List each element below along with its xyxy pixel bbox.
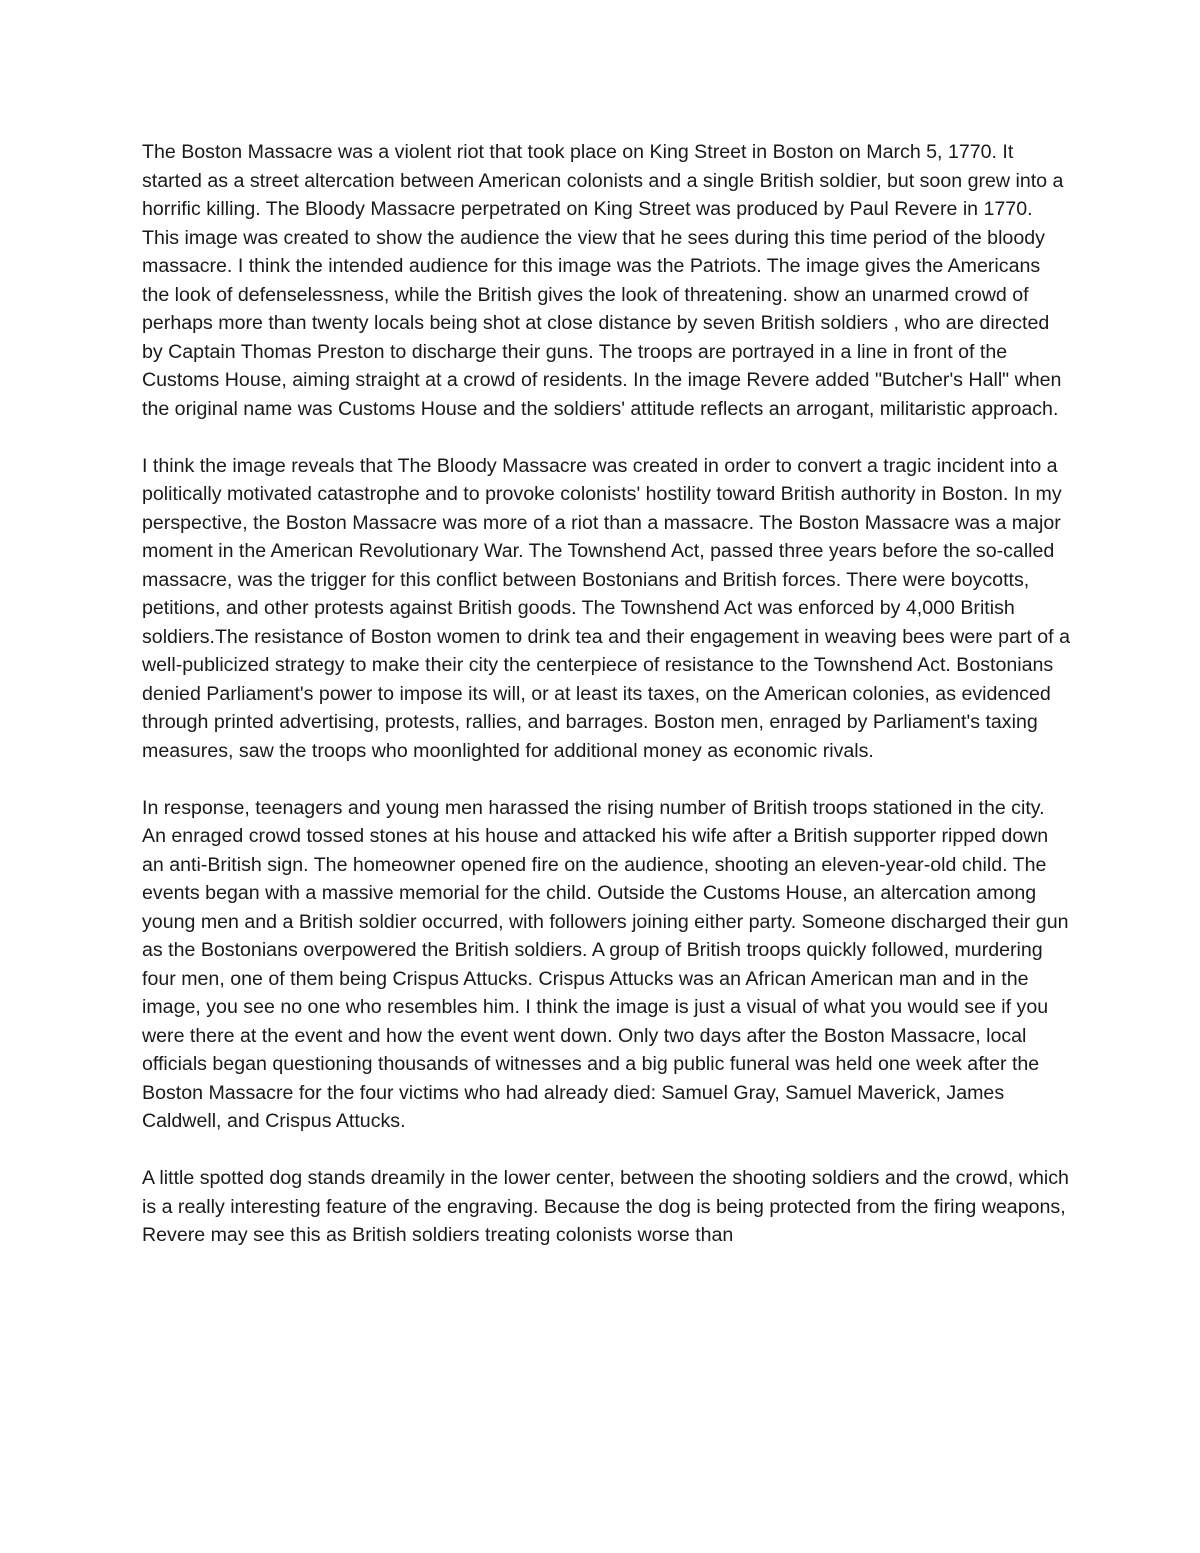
paragraph-4: A little spotted dog stands dreamily in the lower center, between the shooting soldiers and the crowd, which is a really interesting feature of the engraving. Because the dog is being protected from the firing weapons, Revere may see this as British soldiers treating colonists worse than	[142, 1167, 1069, 1246]
document-body	[142, 138, 1072, 1278]
paragraph-1: The Boston Massacre was a violent riot that took place on King Street in Boston on March 5, 1770. It started as a street altercation between American colonists and a single British soldier, but soon grew into a horrific killing. The Bloody Massacre perpetrated on King Street was produced by Paul Revere in 1770. This image was created to show the audience the view that he sees during this time period of the bloody massacre. I think the intended audience for this image was the Patriots. The image gives the Americans the look of defenselessness, while the British gives the look of threatening. show an unarmed crowd of perhaps more than twenty locals being shot at close distance by seven British soldiers , who are directed by Captain Thomas Preston to discharge their guns. The troops are portrayed in a line in front of the Customs House, aiming straight at a crowd of residents. In the image Revere added "Butcher's Hall" when the original name was Customs House and the soldiers' attitude reflects an arrogant, militaristic approach.	[142, 141, 1064, 420]
paragraph-2: I think the image reveals that The Bloody Massacre was created in order to convert a tragic incident into a politically motivated catastrophe and to provoke colonists' hostility toward British authority in Boston. In my perspective, the Boston Massacre was more of a riot than a massacre. The Boston Massacre was a major moment in the American Revolutionary War. The Townshend Act, passed three years before the so-called massacre, was the trigger for this conflict between Bostonians and British forces. There were boycotts, petitions, and other protests against British goods. The Townshend Act was enforced by 4,000 British soldiers.The resistance of Boston women to drink tea and their engagement in weaving bees were part of a well-publicized strategy to make their city the centerpiece of resistance to the Townshend Act. Bostonians denied Parliament's power to impose its will, or at least its taxes, on the American colonies, as evidenced through printed advertising, protests, rallies, and barrages. Boston men, enraged by Parliament's taxing measures, saw the troops who moonlighted for additional money as economic rivals.	[142, 454, 1070, 762]
paragraph-3: In response, teenagers and young men harassed the rising number of British troops stationed in the city. An enraged crowd tossed stones at his house and attacked his wife after a British supporter ripped down an anti-British sign. The homeowner opened fire on the audience, shooting an eleven-year-old child. The events began with a massive memorial for the child. Outside the Customs House, an altercation among young men and a British soldier occurred, with followers joining either party. Someone discharged their gun as the Bostonians overpowered the British soldiers. A group of British troops quickly followed, murdering four men, one of them being Crispus Attucks. Crispus Attucks was an African American man and in the image, you see no one who resembles him. I think the image is just a visual of what you would see if you were there at the event and how the event went down. Only two days after the Boston Massacre, local officials began questioning thousands of witnesses and a big public funeral was held one week after the Boston Massacre for the four victims who had already died: Samuel Gray, Samuel Maverick, James Caldwell, and Crispus Attucks.	[142, 796, 1069, 1132]
